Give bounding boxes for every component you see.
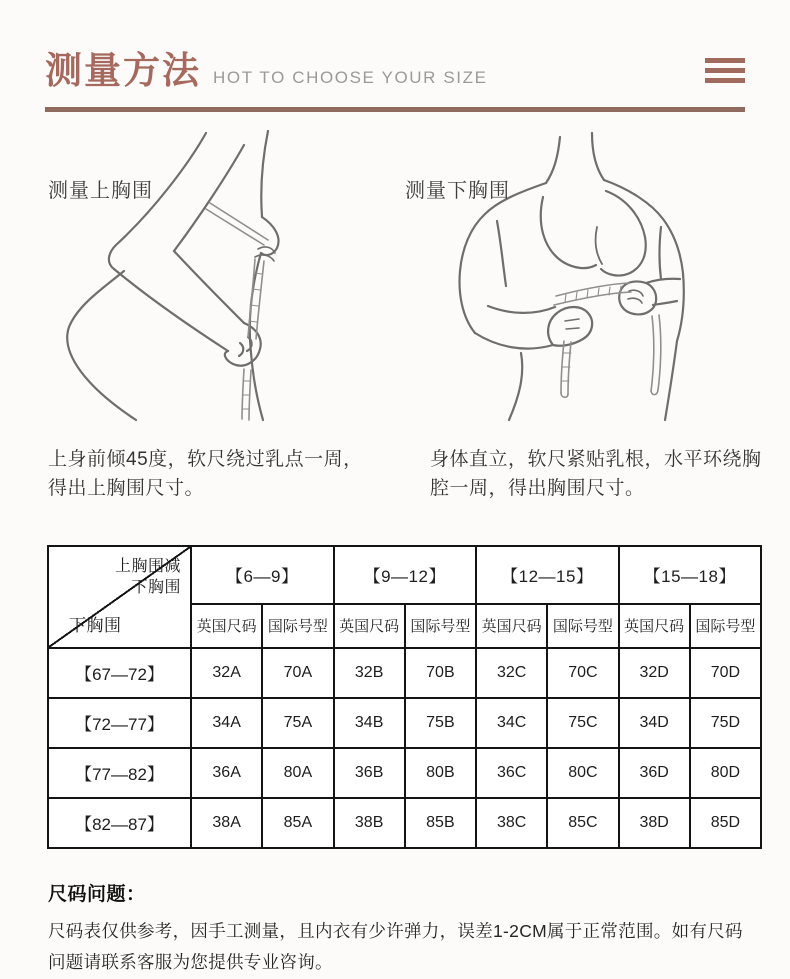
- column-header: 国际号型: [547, 604, 618, 648]
- header: [0, 0, 790, 94]
- row-label: 【72—77】: [48, 698, 191, 748]
- column-header: 国际号型: [690, 604, 761, 648]
- corner-bottom-label: 下胸围: [69, 615, 122, 635]
- corner-top-line2: 下胸围: [131, 579, 181, 597]
- page-subtitle: HOT TO CHOOSE YOUR SIZE: [213, 68, 488, 87]
- upper-bust-figure-label: 测量上胸围: [48, 180, 153, 202]
- table-cell: 38A: [191, 798, 262, 848]
- table-cell: 80D: [690, 748, 761, 798]
- footer-note: [48, 879, 742, 979]
- table-cell: 75D: [690, 698, 761, 748]
- table-cell: 34B: [334, 698, 405, 748]
- corner-top-line1: 上胸围减: [114, 557, 181, 575]
- table-cell: 85B: [405, 798, 476, 848]
- table-cell: 70B: [405, 648, 476, 698]
- under-bust-description: 身体直立，软尺紧贴乳根，水平环绕胸腔一周，得出胸围尺寸。: [430, 449, 762, 500]
- table-cell: 38B: [334, 798, 405, 848]
- measurement-figures: [0, 130, 790, 422]
- table-row: [48, 798, 761, 848]
- column-header: 英国尺码: [191, 604, 262, 648]
- row-label: 【82—87】: [48, 798, 191, 848]
- size-chart-table: [47, 545, 762, 849]
- table-row: [48, 698, 761, 748]
- under-bust-figure-label: 测量下胸围: [405, 180, 510, 202]
- upper-bust-description: 上身前倾45度，软尺绕过乳点一周，得出上胸围尺寸。: [48, 449, 363, 500]
- footer-note-body: 尺码表仅供参考，因手工测量，且内衣有少许弹力，误差1-2CM属于正常范围。如有尺码问题请联系客服为您提供专业咨询。: [48, 920, 743, 973]
- measurement-descriptions: [0, 426, 790, 523]
- table-cell: 85C: [547, 798, 618, 848]
- table-group-header-row: [48, 546, 761, 604]
- table-cell: 70C: [547, 648, 618, 698]
- hamburger-bar: [705, 68, 745, 73]
- hamburger-bar: [705, 58, 745, 63]
- table-cell: 85A: [262, 798, 333, 848]
- table-cell: 75C: [547, 698, 618, 748]
- column-header: 英国尺码: [334, 604, 405, 648]
- group-header: 【15—18】: [619, 546, 762, 604]
- column-header: 国际号型: [405, 604, 476, 648]
- table-cell: 32B: [334, 648, 405, 698]
- table-cell: 70A: [262, 648, 333, 698]
- hamburger-bar: [705, 78, 745, 83]
- corner-top-label: [115, 556, 181, 599]
- title-row: [45, 40, 488, 94]
- table-row: [48, 648, 761, 698]
- table-row: [48, 748, 761, 798]
- table-cell: 36B: [334, 748, 405, 798]
- table-cell: 70D: [690, 648, 761, 698]
- table-cell: 32C: [476, 648, 547, 698]
- table-cell: 75B: [405, 698, 476, 748]
- column-header: 英国尺码: [619, 604, 690, 648]
- group-header: 【6—9】: [191, 546, 334, 604]
- hamburger-menu-icon[interactable]: [705, 58, 745, 83]
- group-header: 【12—15】: [476, 546, 619, 604]
- header-divider: [45, 107, 745, 112]
- column-header: 国际号型: [262, 604, 333, 648]
- footer-note-title: 尺码问题：: [48, 883, 146, 905]
- table-cell: 36C: [476, 748, 547, 798]
- table-cell: 38D: [619, 798, 690, 848]
- table-cell: 80B: [405, 748, 476, 798]
- row-label: 【77—82】: [48, 748, 191, 798]
- table-cell: 85D: [690, 798, 761, 848]
- table-cell: 36D: [619, 748, 690, 798]
- table-cell: 34A: [191, 698, 262, 748]
- table-cell: 75A: [262, 698, 333, 748]
- group-header: 【9—12】: [334, 546, 477, 604]
- table-cell: 32A: [191, 648, 262, 698]
- table-cell: 80A: [262, 748, 333, 798]
- table-corner-cell: [48, 546, 191, 648]
- row-label: 【67—72】: [48, 648, 191, 698]
- table-cell: 32D: [619, 648, 690, 698]
- table-cell: 38C: [476, 798, 547, 848]
- page-title: 测量方法: [45, 50, 201, 91]
- table-cell: 80C: [547, 748, 618, 798]
- table-cell: 34D: [619, 698, 690, 748]
- table-cell: 34C: [476, 698, 547, 748]
- upper-bust-figure-block: [0, 130, 395, 422]
- under-bust-figure-block: [395, 130, 790, 422]
- table-cell: 36A: [191, 748, 262, 798]
- column-header: 英国尺码: [476, 604, 547, 648]
